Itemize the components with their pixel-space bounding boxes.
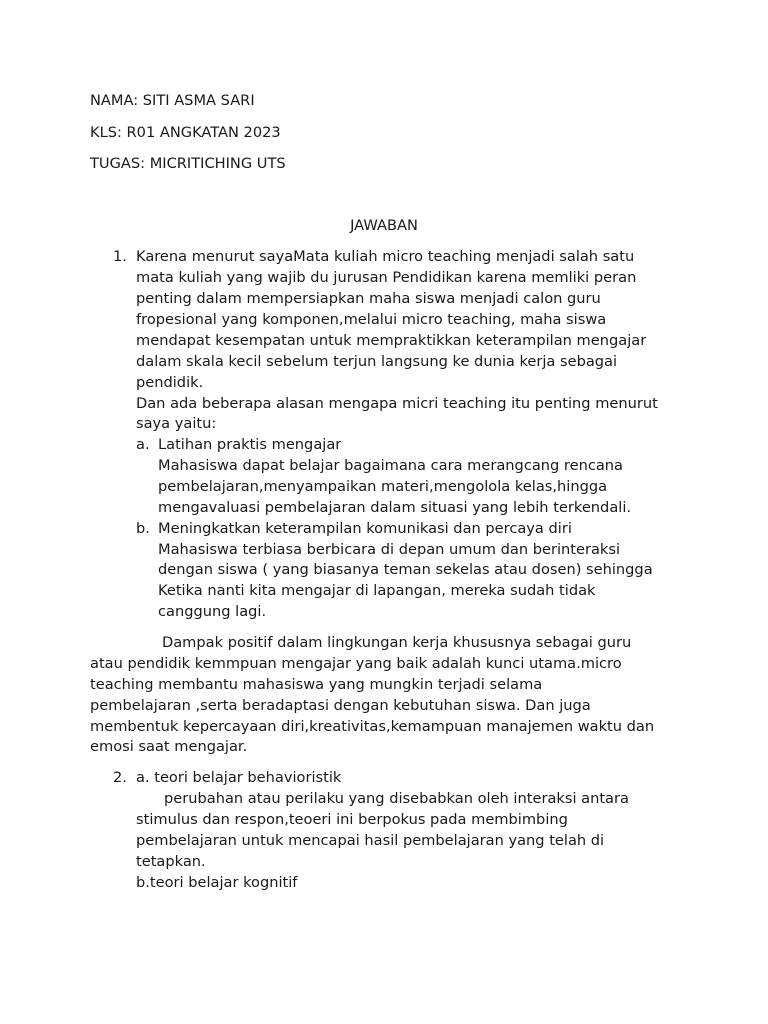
sub-b-body-line: Mahasiswa terbiasa berbicara di depan umum dan berinteraksi <box>158 541 621 558</box>
answer-2-item-a: a. teori belajar behavioristik <box>136 769 342 786</box>
answer-2-body-line: perubahan atau perilaku yang disebabkan oleh interaksi antara <box>164 790 629 807</box>
impact-paragraph-line: atau pendidik kemmpuan mengajar yang baik adalah kunci utama.micro <box>90 655 622 672</box>
impact-paragraph-line: pembelajaran ,serta beradaptasi dengan kebutuhan siswa. Dan juga <box>90 697 591 714</box>
answer-2-number: 2. <box>113 769 127 786</box>
sub-b-marker: b. <box>136 520 150 537</box>
sub-b-body-line: Ketika nanti kita mengajar di lapangan, mereka sudah tidak <box>158 582 596 599</box>
answer-1-line: mata kuliah yang wajib du jurusan Pendidikan karena memliki peran <box>136 269 637 286</box>
answer-1-line: mendapat kesempatan untuk mempraktikkan keterampilan mengajar <box>136 332 647 349</box>
reasons-intro-line: Dan ada beberapa alasan mengapa micri teaching itu penting menurut <box>136 395 658 412</box>
answer-1-line: dalam skala kecil sebelum terjun langsung ke dunia kerja sebagai <box>136 353 618 370</box>
assignment-title: TUGAS: MICRITICHING UTS <box>90 155 286 172</box>
impact-paragraph-line: membentuk kepercayaan diri,kreativitas,kemampuan manajemen waktu dan <box>90 718 655 735</box>
sub-b-body-line: canggung lagi. <box>158 603 267 620</box>
impact-paragraph-line: teaching membantu mahasiswa yang mungkin terjadi selama <box>90 676 543 693</box>
impact-paragraph-line: Dampak positif dalam lingkungan kerja khususnya sebagai guru <box>162 634 632 651</box>
sub-b-heading: Meningkatkan keterampilan komunikasi dan percaya diri <box>158 520 572 537</box>
sub-a-body-line: mengavaluasi pembelajaran dalam situasi yang lebih terkendali. <box>158 499 632 516</box>
sub-a-body-line: Mahasiswa dapat belajar bagaimana cara merangcang rencana <box>158 457 623 474</box>
answer-2-body-line: pembelajaran untuk mencapai hasil pembelajaran yang telah di <box>136 832 605 849</box>
sub-a-heading: Latihan praktis mengajar <box>158 436 342 453</box>
answer-2-item-b: b.teori belajar kognitif <box>136 874 298 891</box>
answer-1-line: penting dalam mempersiapkan maha siswa menjadi calon guru <box>136 290 601 307</box>
answer-1-line: fropesional yang komponen,melalui micro teaching, maha siswa <box>136 311 607 328</box>
answer-heading: JAWABAN <box>350 217 418 234</box>
impact-paragraph-line: emosi saat mengajar. <box>90 738 248 755</box>
answer-1-number: 1. <box>113 248 127 265</box>
sub-a-marker: a. <box>136 436 150 453</box>
answer-1-line: pendidik. <box>136 374 204 391</box>
student-class: KLS: R01 ANGKATAN 2023 <box>90 124 281 141</box>
sub-b-body-line: dengan siswa ( yang biasanya teman sekelas atau dosen) sehingga <box>158 561 653 578</box>
student-name: NAMA: SITI ASMA SARI <box>90 92 255 109</box>
answer-1-line: Karena menurut sayaMata kuliah micro teaching menjadi salah satu <box>136 248 635 265</box>
sub-a-body-line: pembelajaran,menyampaikan materi,mengolola kelas,hingga <box>158 478 608 495</box>
answer-2-body-line: stimulus dan respon,teoeri ini berpokus pada membimbing <box>136 811 568 828</box>
reasons-intro-line: saya yaitu: <box>136 415 217 432</box>
answer-2-body-line: tetapkan. <box>136 853 206 870</box>
